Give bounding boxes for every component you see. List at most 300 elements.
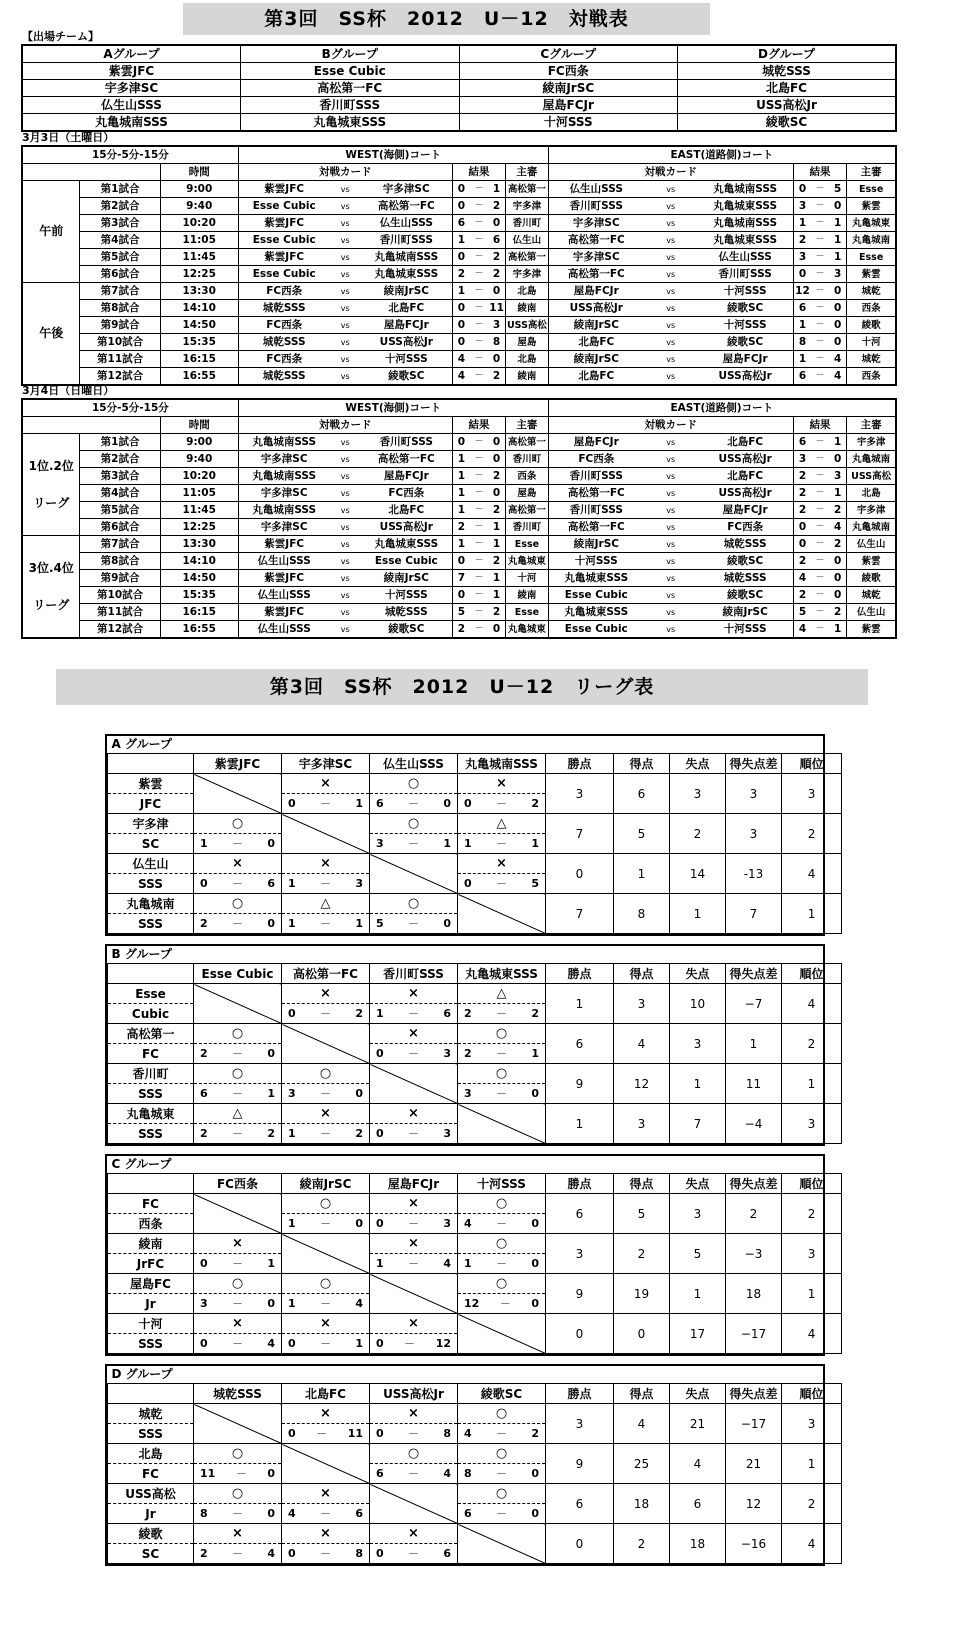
result-mark: ○ <box>458 1234 546 1254</box>
score-for: 2 <box>464 1006 472 1020</box>
score-dash: － <box>470 604 488 621</box>
score-dash: － <box>811 300 829 317</box>
vs-label: vs <box>644 451 698 468</box>
team-name: 香川町SSS <box>241 97 460 114</box>
away-score: 0 <box>829 451 847 468</box>
vs-label: vs <box>644 587 698 604</box>
match-row <box>22 451 896 468</box>
team-name: 綾南JrSC <box>459 80 678 97</box>
result-mark: × <box>282 774 370 794</box>
referee: 丸亀城東 <box>506 621 548 639</box>
group-header: Bグループ <box>241 45 460 63</box>
score-for: 6 <box>376 796 384 810</box>
score-against: 4 <box>267 1336 275 1350</box>
match-score <box>458 1004 546 1024</box>
away-team: FC西条 <box>697 519 793 536</box>
score-dash: － <box>408 1046 419 1060</box>
score-line <box>194 1295 281 1313</box>
match-row <box>22 351 896 368</box>
team-label-bottom: FC <box>108 1464 194 1484</box>
score-dash: － <box>470 266 488 283</box>
score-dash: － <box>232 1046 243 1060</box>
referee: 宇多津 <box>847 502 896 519</box>
score-dash: － <box>811 198 829 215</box>
kickoff-time: 14:10 <box>160 300 238 317</box>
vs-label: vs <box>644 621 698 639</box>
stat-value: 2 <box>614 1234 670 1274</box>
result-mark: × <box>194 854 282 874</box>
vs-label: vs <box>644 502 698 519</box>
match-number: 第10試合 <box>80 334 160 351</box>
kickoff-time: 9:00 <box>160 434 238 451</box>
match-score <box>370 1544 458 1564</box>
score-for: 0 <box>376 1046 384 1060</box>
result-mark: ○ <box>370 894 458 914</box>
result-mark: ○ <box>282 1274 370 1294</box>
vs-label: vs <box>644 570 698 587</box>
team-name: Esse Cubic <box>241 63 460 80</box>
stat-value: 9 <box>546 1274 614 1314</box>
score-against: 12 <box>435 1336 451 1350</box>
away-score: 4 <box>829 368 847 386</box>
stat-header: 得失点差 <box>726 754 782 774</box>
opponent-header: FC西条 <box>194 1174 282 1194</box>
vs-label: vs <box>330 502 361 519</box>
score-for: 4 <box>464 1426 472 1440</box>
home-team: 十河SSS <box>548 553 644 570</box>
stat-value: 3 <box>546 774 614 814</box>
stat-header: 失点 <box>670 1174 726 1194</box>
stat-header: 順位 <box>782 964 842 984</box>
score-against: 0 <box>531 1216 539 1230</box>
stat-header: 順位 <box>782 1174 842 1194</box>
team-label-top: USS高松 <box>108 1484 194 1504</box>
away-score: 11 <box>488 300 506 317</box>
match-row <box>22 468 896 485</box>
team-label-bottom: JrFC <box>108 1254 194 1274</box>
away-score: 1 <box>829 215 847 232</box>
home-score: 1 <box>452 485 470 502</box>
home-team: Esse Cubic <box>238 266 329 283</box>
score-line <box>458 1045 545 1063</box>
score-against: 1 <box>267 1086 275 1100</box>
match-score <box>194 834 282 854</box>
match-number: 第1試合 <box>80 181 160 198</box>
team-label-bottom: SSS <box>108 914 194 934</box>
referee: Esse <box>506 604 548 621</box>
away-team: 香川町SSS <box>361 434 452 451</box>
away-team: 綾歌SC <box>697 334 793 351</box>
team-label-top: 城乾 <box>108 1404 194 1424</box>
stat-value: 3 <box>782 1104 842 1144</box>
match-score <box>370 1044 458 1064</box>
match-score <box>194 1044 282 1064</box>
score-dash: － <box>408 1426 419 1440</box>
stat-value: 3 <box>782 1234 842 1274</box>
league-group-a <box>105 734 825 936</box>
east-court-header: EAST(道路側)コート <box>548 399 896 417</box>
result-mark: × <box>194 1314 282 1334</box>
stat-header: 得点 <box>614 964 670 984</box>
match-score <box>282 1544 370 1564</box>
score-line <box>282 1545 369 1563</box>
away-score: 4 <box>829 519 847 536</box>
vs-label: vs <box>644 181 698 198</box>
stat-header: 勝点 <box>546 964 614 984</box>
match-score <box>194 1294 282 1314</box>
team-label-top: 仏生山 <box>108 854 194 874</box>
away-score: 3 <box>829 468 847 485</box>
match-number: 第8試合 <box>80 300 160 317</box>
match-number: 第6試合 <box>80 519 160 536</box>
home-team: Esse Cubic <box>238 198 329 215</box>
match-number: 第7試合 <box>80 283 160 300</box>
away-score: 2 <box>488 198 506 215</box>
vs-label: vs <box>644 468 698 485</box>
kickoff-time: 16:55 <box>160 621 238 639</box>
score-for: 4 <box>288 1506 296 1520</box>
away-score: 2 <box>488 502 506 519</box>
result-mark: × <box>458 774 546 794</box>
score-line <box>282 1425 369 1443</box>
team-label-top: 綾歌 <box>108 1524 194 1544</box>
score-line <box>370 1545 457 1563</box>
score-line <box>282 875 369 893</box>
score-dash: － <box>470 232 488 249</box>
score-line <box>194 915 281 933</box>
score-dash: － <box>470 198 488 215</box>
result-mark: × <box>194 1524 282 1544</box>
referee: USS高松 <box>847 468 896 485</box>
home-score: 4 <box>793 621 811 639</box>
score-line <box>194 1085 281 1103</box>
score-line <box>370 1045 457 1063</box>
referee: 屋島 <box>506 334 548 351</box>
score-dash: － <box>811 604 829 621</box>
home-score: 0 <box>452 334 470 351</box>
result-mark: × <box>370 984 458 1004</box>
blank-header <box>22 417 160 434</box>
home-team: 高松第一FC <box>548 266 644 283</box>
opponent-header: USS高松Jr <box>370 1384 458 1404</box>
vs-label: vs <box>644 368 698 386</box>
result-mark: ○ <box>458 1404 546 1424</box>
match-row <box>22 249 896 266</box>
score-for: 5 <box>376 916 384 930</box>
away-team: 十河SSS <box>697 283 793 300</box>
stat-value: 1 <box>726 1024 782 1064</box>
stat-value: −7 <box>726 984 782 1024</box>
score-against: 2 <box>531 796 539 810</box>
match-row <box>22 368 896 386</box>
home-score: 6 <box>793 434 811 451</box>
score-dash: － <box>470 215 488 232</box>
opponent-header: 香川町SSS <box>370 964 458 984</box>
score-dash: － <box>408 1256 419 1270</box>
team-label-bottom: SSS <box>108 874 194 894</box>
score-dash: － <box>408 1466 419 1480</box>
score-line <box>282 1335 369 1353</box>
home-score: 1 <box>793 351 811 368</box>
away-score: 2 <box>488 553 506 570</box>
score-dash: － <box>232 1126 243 1140</box>
away-team: 屋島FCJr <box>361 317 452 334</box>
match-number: 第4試合 <box>80 485 160 502</box>
away-score: 1 <box>829 434 847 451</box>
vs-label: vs <box>330 553 361 570</box>
stat-value: 1 <box>546 984 614 1024</box>
home-team: 綾南JrSC <box>548 317 644 334</box>
result-mark: ○ <box>194 1444 282 1464</box>
away-team: 仏生山SSS <box>361 215 452 232</box>
away-score: 1 <box>829 249 847 266</box>
away-team: 丸亀城東SSS <box>361 536 452 553</box>
vs-label: vs <box>644 351 698 368</box>
score-against: 3 <box>443 1126 451 1140</box>
home-score: 0 <box>452 181 470 198</box>
day1-date: 3月3日（土曜日） <box>22 131 115 144</box>
result-mark: × <box>370 1104 458 1124</box>
score-against: 0 <box>531 1296 539 1310</box>
away-score: 1 <box>488 570 506 587</box>
score-line <box>370 1335 457 1353</box>
team-label-top: 紫雲 <box>108 774 194 794</box>
home-score: 1 <box>452 283 470 300</box>
opponent-header: 高松第一FC <box>282 964 370 984</box>
home-score: 7 <box>452 570 470 587</box>
referee: 丸亀城東 <box>506 553 548 570</box>
home-team: 紫雲JFC <box>238 570 329 587</box>
referee: 紫雲 <box>847 553 896 570</box>
score-dash: － <box>320 1126 331 1140</box>
score-dash: － <box>496 1466 507 1480</box>
kickoff-time: 15:35 <box>160 334 238 351</box>
score-for: 0 <box>200 1336 208 1350</box>
score-for: 1 <box>288 916 296 930</box>
score-dash: － <box>470 300 488 317</box>
home-score: 1 <box>452 536 470 553</box>
self-match-cell <box>282 1444 370 1484</box>
score-dash: － <box>470 317 488 334</box>
team-name: 紫雲JFC <box>22 63 241 80</box>
away-team: 綾歌SC <box>697 587 793 604</box>
score-line <box>458 1255 545 1273</box>
score-line <box>282 1005 369 1023</box>
home-team: 紫雲JFC <box>238 215 329 232</box>
stat-header: 勝点 <box>546 1384 614 1404</box>
score-dash: － <box>232 1086 243 1100</box>
home-score: 0 <box>452 249 470 266</box>
home-score: 2 <box>793 553 811 570</box>
score-against: 6 <box>443 1006 451 1020</box>
away-team: 高松第一FC <box>361 451 452 468</box>
stat-value: −3 <box>726 1234 782 1274</box>
opponent-header: 城乾SSS <box>194 1384 282 1404</box>
away-score: 8 <box>488 334 506 351</box>
score-line <box>458 1085 545 1103</box>
match-score <box>282 1004 370 1024</box>
match-row <box>22 283 896 300</box>
match-score <box>194 1084 282 1104</box>
match-score <box>370 1004 458 1024</box>
score-for: 1 <box>288 1126 296 1140</box>
score-for: 2 <box>200 1546 208 1560</box>
score-dash: － <box>496 1506 507 1520</box>
match-score <box>194 914 282 934</box>
score-line <box>282 915 369 933</box>
result-mark: × <box>282 1314 370 1334</box>
opponent-header: 丸亀城南SSS <box>458 754 546 774</box>
group-title: A グループ <box>108 736 842 754</box>
home-score: 0 <box>793 536 811 553</box>
score-for: 1 <box>288 1216 296 1230</box>
score-for: 2 <box>200 916 208 930</box>
match-score <box>458 794 546 814</box>
day1-schedule-table <box>21 145 897 386</box>
self-match-cell <box>370 1274 458 1314</box>
score-dash: － <box>496 1086 507 1100</box>
away-team: 丸亀城南SSS <box>361 249 452 266</box>
score-against: 6 <box>443 1546 451 1560</box>
match-number: 第12試合 <box>80 368 160 386</box>
referee: Esse <box>847 249 896 266</box>
score-line <box>194 1045 281 1063</box>
match-score <box>282 794 370 814</box>
stat-value: 12 <box>614 1064 670 1104</box>
stat-value: 2 <box>782 1484 842 1524</box>
stat-value: 14 <box>670 854 726 894</box>
away-team: 屋島FCJr <box>697 502 793 519</box>
match-row <box>22 621 896 639</box>
kickoff-time: 14:50 <box>160 317 238 334</box>
self-match-cell <box>194 774 282 814</box>
away-score: 0 <box>488 283 506 300</box>
score-dash: － <box>320 1336 331 1350</box>
match-number: 第6試合 <box>80 266 160 283</box>
stat-header: 得点 <box>614 1384 670 1404</box>
referee: Esse <box>506 536 548 553</box>
score-dash: － <box>811 502 829 519</box>
result-mark: ○ <box>282 1194 370 1214</box>
stat-value: 2 <box>670 814 726 854</box>
referee: 北島 <box>506 351 548 368</box>
match-score <box>282 1334 370 1354</box>
score-dash: － <box>496 1426 507 1440</box>
home-team: 高松第一FC <box>548 519 644 536</box>
home-team: 高松第一FC <box>548 485 644 502</box>
away-score: 0 <box>488 485 506 502</box>
home-team: 紫雲JFC <box>238 249 329 266</box>
stat-value: 2 <box>782 1024 842 1064</box>
result-mark: △ <box>458 984 546 1004</box>
match-score <box>194 1544 282 1564</box>
score-against: 2 <box>531 1426 539 1440</box>
score-dash: － <box>496 836 507 850</box>
kickoff-time: 10:20 <box>160 468 238 485</box>
result-mark: ○ <box>370 774 458 794</box>
score-against: 0 <box>267 836 275 850</box>
team-label-top: Esse <box>108 984 194 1004</box>
score-against: 0 <box>531 1256 539 1270</box>
score-dash: － <box>811 621 829 639</box>
match-row <box>22 553 896 570</box>
vs-label: vs <box>330 604 361 621</box>
stat-header: 順位 <box>782 1384 842 1404</box>
score-against: 1 <box>355 1336 363 1350</box>
stat-value: 3 <box>614 1104 670 1144</box>
vs-label: vs <box>644 604 698 621</box>
score-for: 12 <box>464 1296 480 1310</box>
score-line <box>194 875 281 893</box>
away-team: 北島FC <box>361 502 452 519</box>
score-dash: － <box>811 553 829 570</box>
referee: 丸亀城南 <box>847 232 896 249</box>
away-score: 0 <box>829 570 847 587</box>
score-for: 4 <box>464 1216 472 1230</box>
self-match-cell <box>458 1314 546 1354</box>
team-label-top: 十河 <box>108 1314 194 1334</box>
away-score: 1 <box>488 181 506 198</box>
referee: 高松第一 <box>506 502 548 519</box>
score-dash: － <box>470 351 488 368</box>
vs-label: vs <box>330 249 361 266</box>
match-score <box>370 794 458 814</box>
away-score: 1 <box>829 621 847 639</box>
home-team: Esse Cubic <box>548 621 644 639</box>
score-for: 2 <box>200 1126 208 1140</box>
referee: 綾南 <box>506 587 548 604</box>
away-score: 0 <box>829 283 847 300</box>
score-dash: － <box>404 1336 416 1350</box>
kickoff-time: 14:50 <box>160 570 238 587</box>
score-dash: － <box>320 1086 331 1100</box>
score-line <box>458 1465 545 1483</box>
score-against: 11 <box>347 1426 363 1440</box>
result-mark: × <box>194 1234 282 1254</box>
away-score: 2 <box>829 604 847 621</box>
score-dash: － <box>811 249 829 266</box>
score-for: 0 <box>376 1126 384 1140</box>
match-score <box>370 1254 458 1274</box>
referee: 高松第一 <box>506 249 548 266</box>
score-against: 0 <box>267 1046 275 1060</box>
stat-header: 失点 <box>670 1384 726 1404</box>
score-dash: － <box>811 283 829 300</box>
home-score: 0 <box>452 553 470 570</box>
match-score <box>282 1424 370 1444</box>
score-dash: － <box>470 502 488 519</box>
vs-label: vs <box>330 198 361 215</box>
home-score: 2 <box>452 266 470 283</box>
score-line <box>458 875 545 893</box>
score-dash: － <box>320 1216 331 1230</box>
score-line <box>370 915 457 933</box>
home-team: 仏生山SSS <box>238 621 329 639</box>
home-score: 0 <box>793 266 811 283</box>
corner-cell <box>108 1384 194 1404</box>
referee: 香川町 <box>506 519 548 536</box>
corner-cell <box>108 1174 194 1194</box>
score-against: 0 <box>355 1086 363 1100</box>
self-match-cell <box>370 854 458 894</box>
day2-date: 3月4日（日曜日） <box>22 384 115 397</box>
team-label-top: 丸亀城東 <box>108 1104 194 1124</box>
referee: 仏生山 <box>847 536 896 553</box>
match-number: 第8試合 <box>80 553 160 570</box>
self-match-cell <box>194 1404 282 1444</box>
score-for: 2 <box>200 1046 208 1060</box>
score-dash: － <box>811 215 829 232</box>
